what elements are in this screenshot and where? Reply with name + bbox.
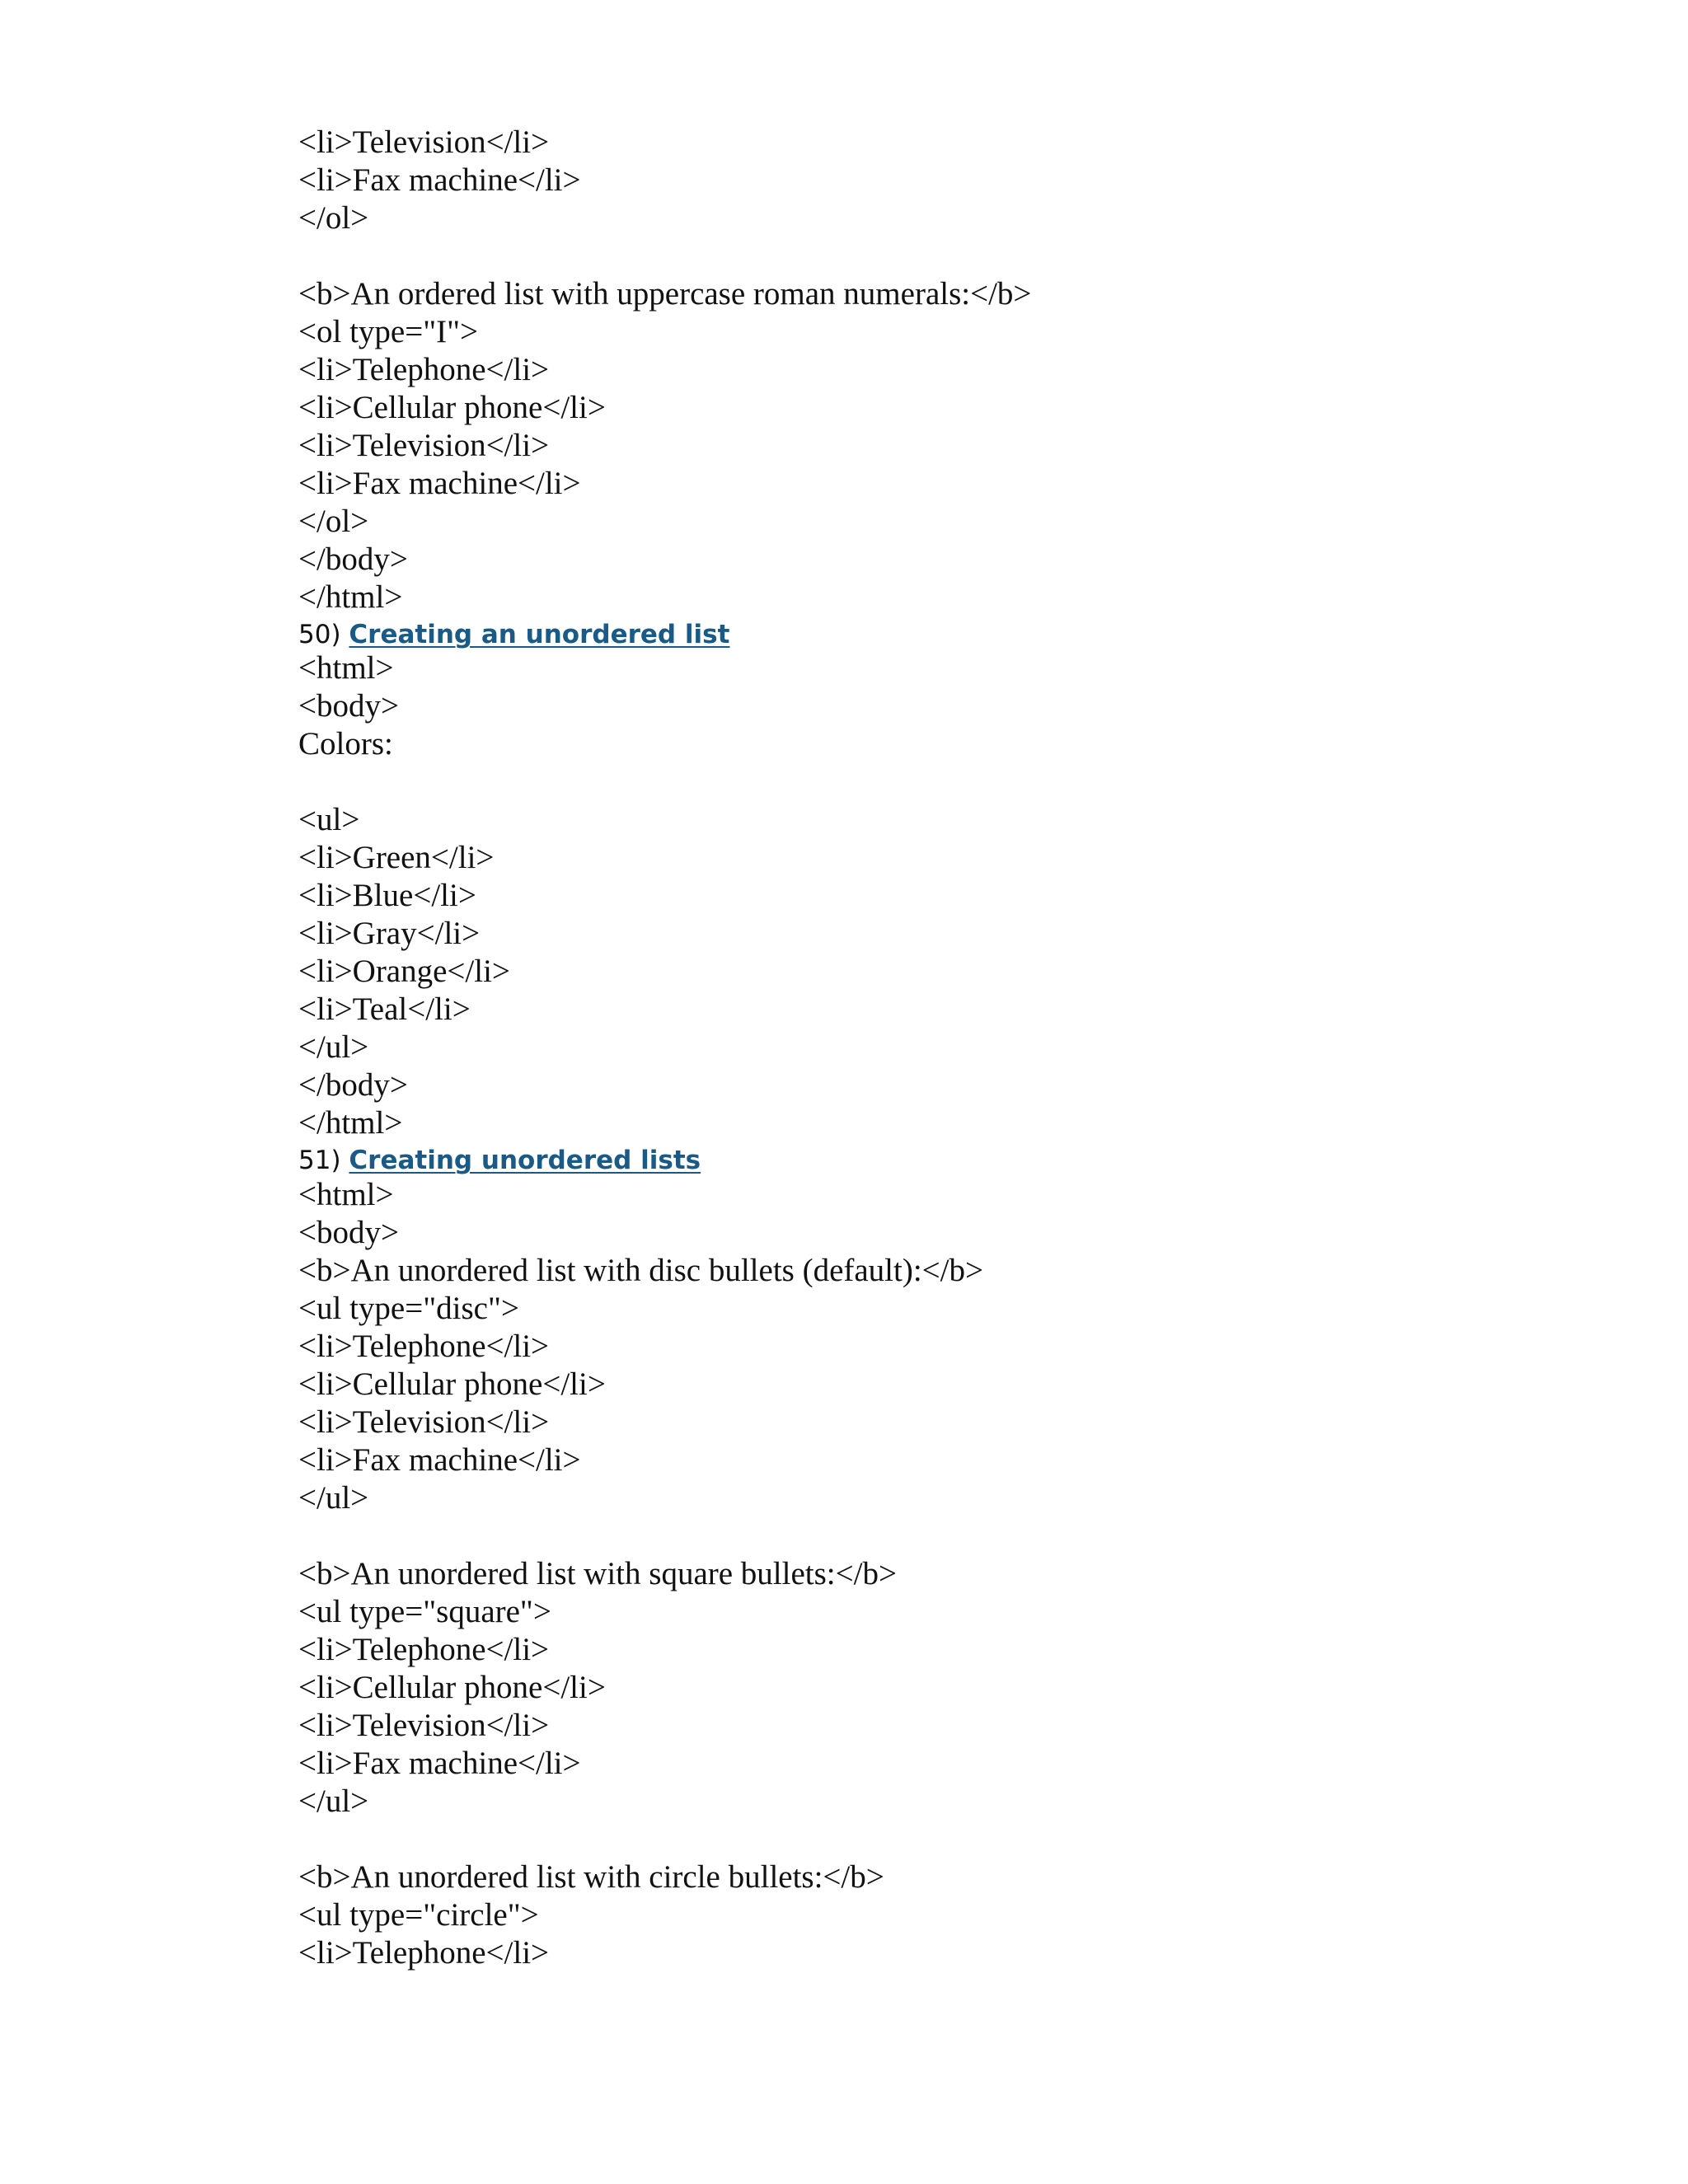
section-number: 51) — [298, 1146, 341, 1175]
code-line: </ul> — [298, 1783, 369, 1819]
code-line: <ul type="square"> — [298, 1594, 551, 1629]
code-line: <ul> — [298, 802, 360, 837]
code-line: <b>An ordered list with uppercase roman numerals:</b> — [298, 276, 1032, 312]
code-line: Colors: — [298, 726, 393, 762]
code-line: <b>An unordered list with square bullets:</b> — [298, 1556, 897, 1591]
code-line: <li>Telephone</li> — [298, 1632, 550, 1667]
code-line: </html> — [298, 579, 403, 615]
section-heading-50 — [298, 618, 729, 651]
code-line: <li>Green</li> — [298, 840, 495, 875]
code-line: </ol> — [298, 200, 369, 236]
code-line: <li>Telephone</li> — [298, 1329, 550, 1364]
code-line: <li>Gray</li> — [298, 916, 481, 951]
code-line: <li>Teal</li> — [298, 991, 471, 1027]
creating-unordered-lists-link[interactable]: Creating unordered lists — [349, 1146, 701, 1175]
code-line: <li>Cellular phone</li> — [298, 1670, 606, 1705]
code-line: <li>Fax machine</li> — [298, 466, 581, 501]
code-line: <li>Orange</li> — [298, 954, 510, 989]
code-line: <html> — [298, 1177, 394, 1212]
code-line: <li>Television</li> — [298, 1404, 550, 1440]
code-line: <html> — [298, 650, 394, 686]
code-line: <body> — [298, 688, 399, 724]
code-line: </ul> — [298, 1029, 369, 1065]
code-line: <b>An unordered list with circle bullets:</b> — [298, 1859, 884, 1895]
code-line: </ul> — [298, 1480, 369, 1516]
code-line: </html> — [298, 1105, 403, 1141]
code-line: </ol> — [298, 504, 369, 539]
code-line: <li>Television</li> — [298, 124, 550, 160]
code-line: <li>Telephone</li> — [298, 352, 550, 387]
code-line: <li>Cellular phone</li> — [298, 1366, 606, 1402]
code-line: <ol type="I"> — [298, 314, 479, 349]
code-line: <body> — [298, 1215, 399, 1250]
code-line: <b>An unordered list with disc bullets (default):</b> — [298, 1253, 983, 1288]
code-line: <li>Blue</li> — [298, 878, 476, 913]
section-heading-51 — [298, 1144, 701, 1177]
code-line: <li>Fax machine</li> — [298, 1746, 581, 1781]
code-line: <li>Telephone</li> — [298, 1935, 550, 1971]
code-line: </body> — [298, 1067, 408, 1103]
code-line: <li>Fax machine</li> — [298, 1442, 581, 1478]
code-line: <ul type="circle"> — [298, 1897, 539, 1933]
code-line: <li>Television</li> — [298, 428, 550, 463]
code-line: <li>Cellular phone</li> — [298, 390, 606, 425]
code-line: <ul type="disc"> — [298, 1291, 519, 1326]
section-number: 50) — [298, 620, 341, 649]
code-line: <li>Fax machine</li> — [298, 162, 581, 198]
code-line: </body> — [298, 541, 408, 577]
creating-an-unordered-list-link[interactable]: Creating an unordered list — [349, 620, 730, 649]
code-line: <li>Television</li> — [298, 1708, 550, 1743]
